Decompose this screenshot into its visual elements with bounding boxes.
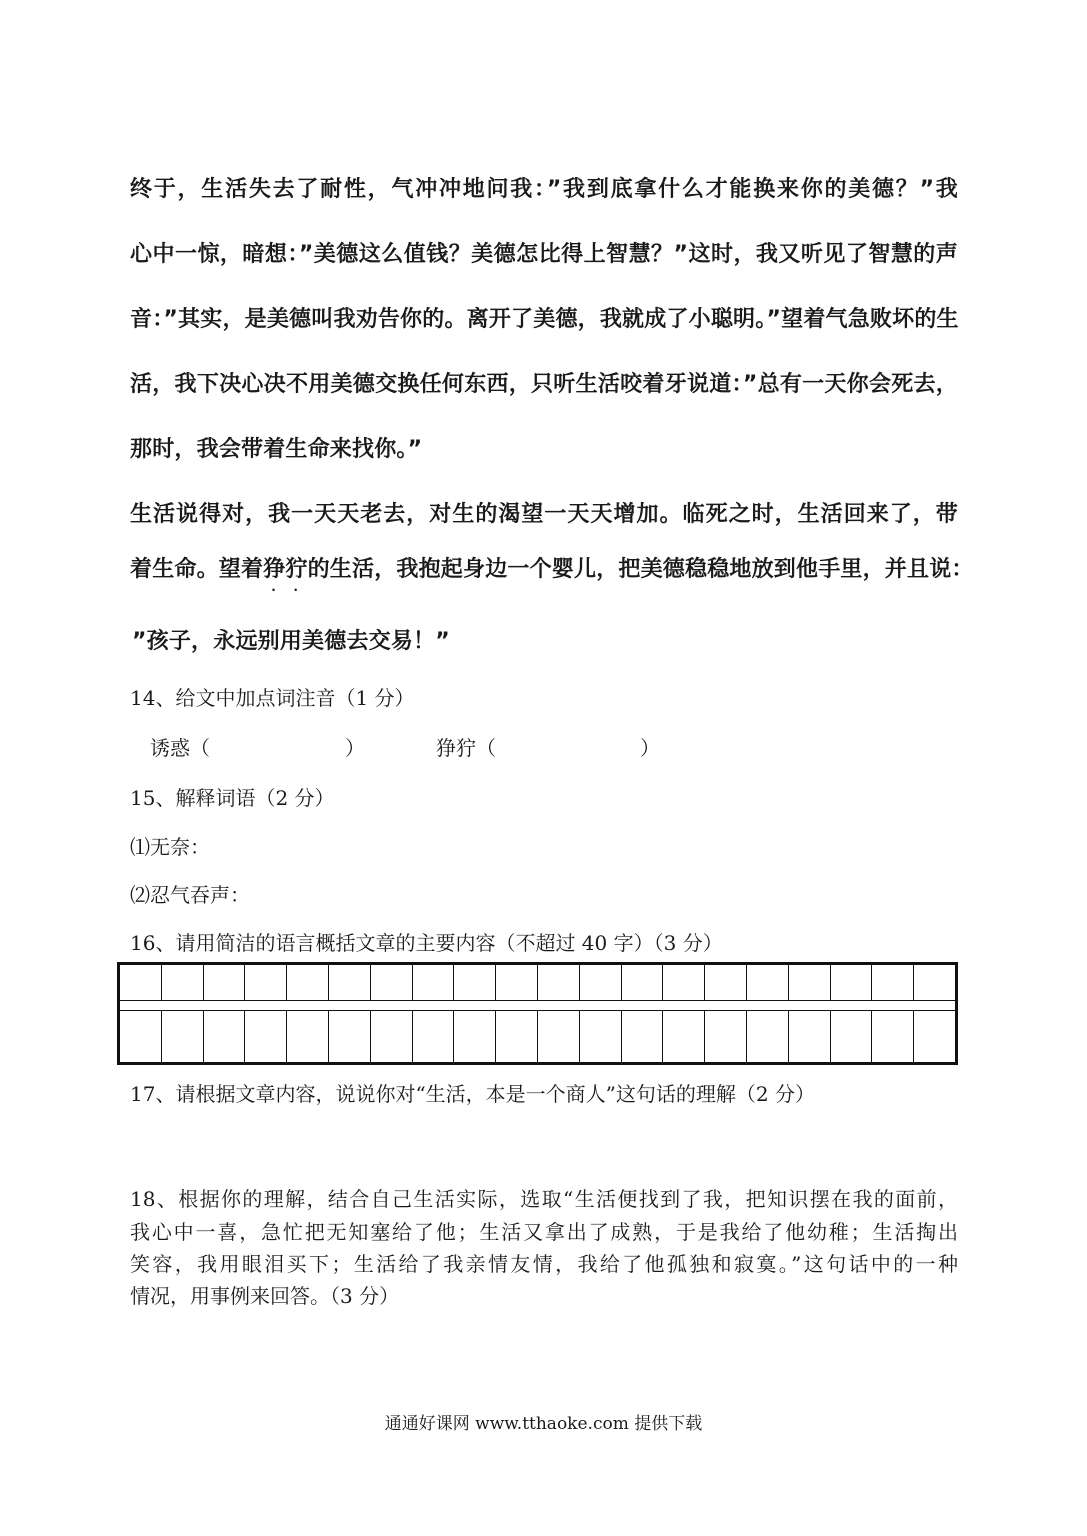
q15-item-1: ⑴无奈： — [130, 835, 210, 859]
grid-divider — [120, 1000, 955, 1001]
answer-grid[interactable] — [117, 962, 958, 1065]
question-18-line-4: 情况，用事例来回答。（3 分） — [130, 1284, 400, 1308]
emphasis-dot: . — [293, 580, 299, 594]
question-18-line-2: 我心中一喜，急忙把无知塞给了他；生活又拿出了成熟，于是我给了他幼稚；生活掏出 — [130, 1220, 958, 1244]
question-15-title: 15、解释词语（2 分） — [130, 786, 335, 810]
story-p1-line-4: 活，我下决心决不用美德交换任何东西，只听生活咬着牙说道：”总有一天你会死去， — [130, 372, 958, 397]
story-p2-line-3: ”孩子，永远别用美德去交易！” — [132, 629, 450, 654]
story-p2-line-2-end: 的生活，我抱起身边一个婴儿，把美德稳稳地放到他手里，并且说： — [307, 557, 974, 582]
grid-row-1 — [120, 965, 955, 1000]
question-18-line-1: 18、根据你的理解，结合自己生活实际，选取“生活便找到了我，把知识摆在我的面前， — [130, 1187, 958, 1211]
q14-word-1: 诱惑（ — [150, 736, 210, 760]
q14-close-2: ） — [640, 736, 660, 760]
grid-row-2 — [120, 1010, 955, 1062]
page-footer: 通通好课网 www.tthaoke.com 提供下载 — [384, 1414, 703, 1434]
dotted-word-ning: 狞 . — [285, 557, 308, 594]
story-p1-line-2: 心中一惊，暗想：”美德这么值钱？美德怎比得上智慧？”这时，我又听见了智慧的声 — [130, 242, 958, 267]
story-p2-line-2 — [130, 552, 974, 594]
q14-word-2: 狰狞（ — [436, 736, 496, 760]
question-16-title: 16、请用简洁的语言概括文章的主要内容（不超过 40 字）（3 分） — [130, 931, 723, 955]
question-18-line-3: 笑容，我用眼泪买下；生活给了我亲情友情，我给了他孤独和寂寞。”这句话中的一种 — [130, 1252, 958, 1276]
question-17-title: 17、请根据文章内容，说说你对“生活，本是一个商人”这句话的理解（2 分） — [130, 1082, 815, 1106]
q15-item-2: ⑵忍气吞声： — [130, 883, 250, 907]
question-14-title: 14、给文中加点词注音（1 分） — [130, 686, 415, 710]
q14-close-1: ） — [345, 736, 365, 760]
emphasis-dot: . — [271, 580, 276, 594]
story-p1-line-1: 终于，生活失去了耐性，气冲冲地问我：”我到底拿什么才能换来你的美德？”我 — [130, 177, 958, 202]
story-p1-line-5: 那时，我会带着生命来找你。” — [130, 437, 423, 462]
story-p2-line-2-start: 着生命。望着 — [130, 557, 264, 582]
story-p2-line-1: 生活说得对，我一天天老去，对生的渴望一天天增加。临死之时，生活回来了，带 — [130, 502, 958, 527]
dotted-word-zheng: 狰 . — [263, 557, 286, 594]
story-p1-line-3: 音：”其实，是美德叫我劝告你的。离开了美德，我就成了小聪明。”望着气急败坏的生 — [130, 307, 959, 332]
